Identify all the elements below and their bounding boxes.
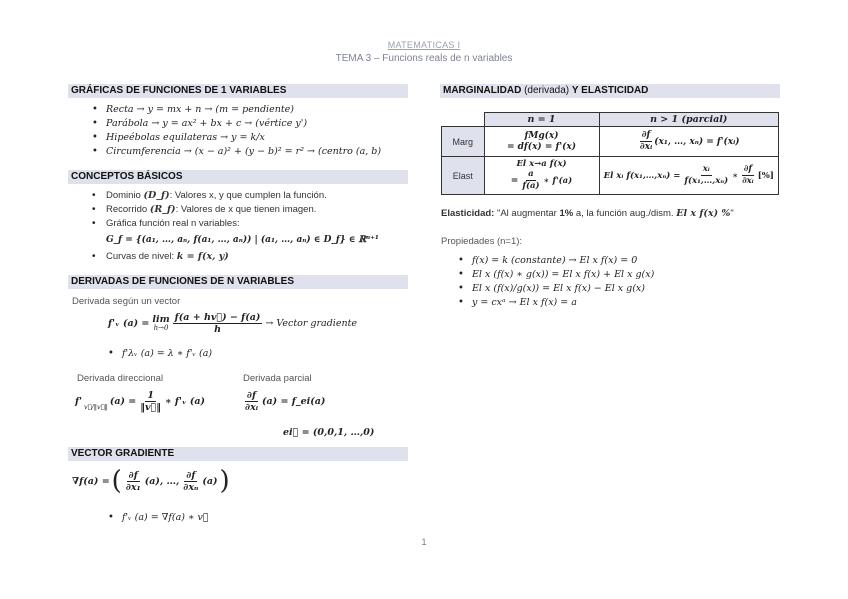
cell-line [603, 164, 776, 187]
denominator: h [214, 324, 221, 335]
denominator: ‖v⃗‖ [140, 402, 161, 413]
item-math: (R_f) [149, 204, 176, 215]
table-header: n > 1 (parcial) [599, 113, 779, 127]
gradiente-formula [72, 466, 230, 496]
title-part: MARGINALIDAD [443, 85, 522, 96]
equals: = [510, 175, 519, 186]
section-marginalidad-title [440, 84, 780, 98]
list-item: • f'ᵥ (a) = ∇f(a) ∗ v⃗ [104, 511, 209, 525]
list-item: • El x (f(x) ∗ g(x)) = El x f(x) + El x g(x) [454, 268, 654, 282]
denominator: f(x₁,…,xₙ) [684, 176, 729, 186]
fraction [124, 470, 143, 493]
list-item: • Recta → y = mx + n → (m = pendiente) [88, 103, 381, 117]
list-item: • f'λᵥ (a) = λ ∗ f'ᵥ (a) [104, 347, 212, 361]
cell-text: ∗ [732, 170, 739, 181]
item-text: : Valores x, y que cumplen la función. [169, 190, 327, 201]
derivada-parcial-label: Derivada parcial [243, 373, 312, 384]
title-part: Y ELASTICIDAD [571, 85, 649, 96]
derivada-parcial-formula [243, 390, 325, 413]
item-text: Recorrido [106, 204, 150, 215]
denominator: ∂xᵢ [742, 176, 754, 186]
list-item [88, 189, 327, 203]
list-item: • Parábola → y = ax² + bx + c → (vértice y') [88, 117, 381, 131]
section-graficas-title: GRÁFICAS DE FUNCIONES DE 1 VARIABLES [68, 84, 408, 98]
conceptos-list-2 [88, 250, 229, 264]
title-part: (derivada) [521, 85, 572, 96]
fraction [173, 312, 263, 335]
fraction [181, 470, 200, 493]
numerator: xᵢ [702, 164, 710, 174]
lim-sub: h→0 [153, 323, 169, 332]
limit [152, 315, 169, 333]
table-cell [484, 127, 599, 157]
derivada-vector-formula [108, 312, 357, 335]
propiedades-title: Propiedades (n=1): [441, 236, 523, 247]
grad-lhs: ∇f(a) = [72, 475, 110, 487]
numerator: ∂f [128, 469, 138, 481]
fraction [740, 164, 756, 187]
cell-text: El xᵢ f(x₁,…,xₙ) = [603, 170, 681, 181]
grad-mid: (a), …, [144, 475, 180, 487]
def-math: El x f(x) % [676, 208, 731, 219]
ei-vector: ei⃗ = (0,0,1, …,0) [283, 427, 375, 438]
fraction [520, 169, 541, 192]
dir-rhs: ∗ f'ᵥ (a) [165, 396, 205, 407]
dir-mid: (a) = [109, 396, 137, 407]
numerator: ∂f [186, 469, 196, 481]
graficas-list [88, 103, 381, 159]
section-gradiente-title: VECTOR GRADIENTE [68, 447, 408, 461]
grafica-formula: G_f = {(a₁, …, aₙ, f(a₁, …, aₙ)) | (a₁, …, aₙ) ∈ D_f} ∈ ℝⁿ⁺¹ [106, 235, 379, 245]
table-row [442, 127, 779, 157]
section-derivadas-title: DERIVADAS DE FUNCIONES DE N VARIABLES [68, 275, 408, 289]
cell-line: El x→a f(x) [516, 159, 567, 169]
cell-line: fMg(x) [524, 130, 559, 141]
table-row [442, 157, 779, 195]
derivadas-list [104, 347, 212, 361]
paren-open: ( [111, 466, 122, 496]
item-text: Gráfica función real n variables: [106, 218, 240, 229]
course-title: MATEMATICAS I [387, 40, 461, 50]
list-item [88, 203, 327, 217]
item-text: Dominio [106, 190, 144, 201]
row-label: Marg [442, 127, 485, 157]
cell-text: [%] [757, 170, 774, 181]
lim-text: lim [152, 313, 170, 325]
numerator: 1 [147, 390, 154, 401]
fraction [138, 390, 163, 413]
list-item [88, 217, 327, 231]
cell-line [488, 169, 596, 192]
item-math: k = f(x, y) [176, 251, 229, 262]
fraction [243, 390, 260, 413]
list-item: • El x (f(x)/g(x)) = El x f(x) − El x g(x) [454, 282, 654, 296]
table-cell [484, 157, 599, 195]
list-item: • Hipeébolas equilateras → y = k/x [88, 131, 381, 145]
section-conceptos-title: CONCEPTOS BÁSICOS [68, 170, 408, 184]
denominator: ∂x₁ [125, 481, 141, 493]
denominator: ∂xₙ [183, 481, 199, 493]
table-cell [599, 127, 779, 157]
denominator: f(a) [522, 181, 540, 191]
list-item: • Circumferencia → (x − a)² + (y − b)² = r² → (centro (a, b) [88, 145, 381, 159]
fprime-lhs: f'ᵥ (a) = [108, 318, 150, 329]
row-label: Elast [442, 157, 485, 195]
numerator: ∂f [743, 164, 752, 174]
cell-line: = df(x) = f'(x) [506, 141, 577, 152]
table-cell [599, 157, 779, 195]
cell-text: ∗ f'(a) [543, 175, 573, 186]
marginalidad-table [441, 112, 779, 195]
def-text: a, la función aug./dism. [573, 208, 677, 219]
list-item: • f(x) = k (constante) → El x f(x) = 0 [454, 254, 654, 268]
dir-sub: v⃗/‖v⃗‖ [84, 402, 108, 411]
def-text: "Al augmentar [494, 208, 560, 219]
gradiente-list [104, 511, 209, 525]
fraction [638, 130, 654, 153]
item-text: Curvas de nivel: [106, 251, 177, 262]
def-bold: 1% [559, 208, 574, 219]
list-item [88, 250, 229, 264]
grad-end: (a) [202, 475, 218, 487]
numerator: f(a + hv⃗) − f(a) [174, 312, 261, 323]
numerator: ∂f [246, 390, 257, 401]
conceptos-list [88, 189, 327, 231]
numerator: a [528, 169, 534, 179]
propiedades-list [454, 254, 654, 310]
table-header: n = 1 [484, 113, 599, 127]
list-item: • y = cxᵃ → El x f(x) = a [454, 296, 654, 310]
derivada-direccional-formula [75, 390, 205, 413]
table-corner [442, 113, 485, 127]
paren-close: ) [219, 466, 230, 496]
denominator: ∂xᵢ [639, 142, 653, 152]
fraction [682, 164, 730, 187]
elasticidad-label: Elasticidad: [441, 208, 495, 219]
cell-text: (x₁, …, xₙ) = f'(xᵢ) [654, 136, 740, 147]
page-number: 1 [421, 537, 427, 547]
table-header-row [442, 113, 779, 127]
arrow-text: → Vector gradiente [265, 318, 358, 329]
def-text: " [730, 208, 734, 219]
item-text: : Valores de x que tienen imagen. [175, 204, 317, 215]
item-math: (D_f) [143, 190, 170, 201]
derivada-direccional-label: Derivada direccional [77, 373, 164, 384]
topic-title: TEMA 3 – Funcions reals de n variables [335, 53, 513, 64]
denominator: ∂xᵢ [245, 402, 259, 413]
elasticidad-definition [441, 208, 734, 219]
numerator: ∂f [641, 130, 651, 140]
derivadas-subtitle: Derivada según un vector [72, 296, 181, 307]
dir-lhs: f' [75, 396, 82, 407]
par-rhs: (a) = f_ei(a) [262, 396, 326, 407]
